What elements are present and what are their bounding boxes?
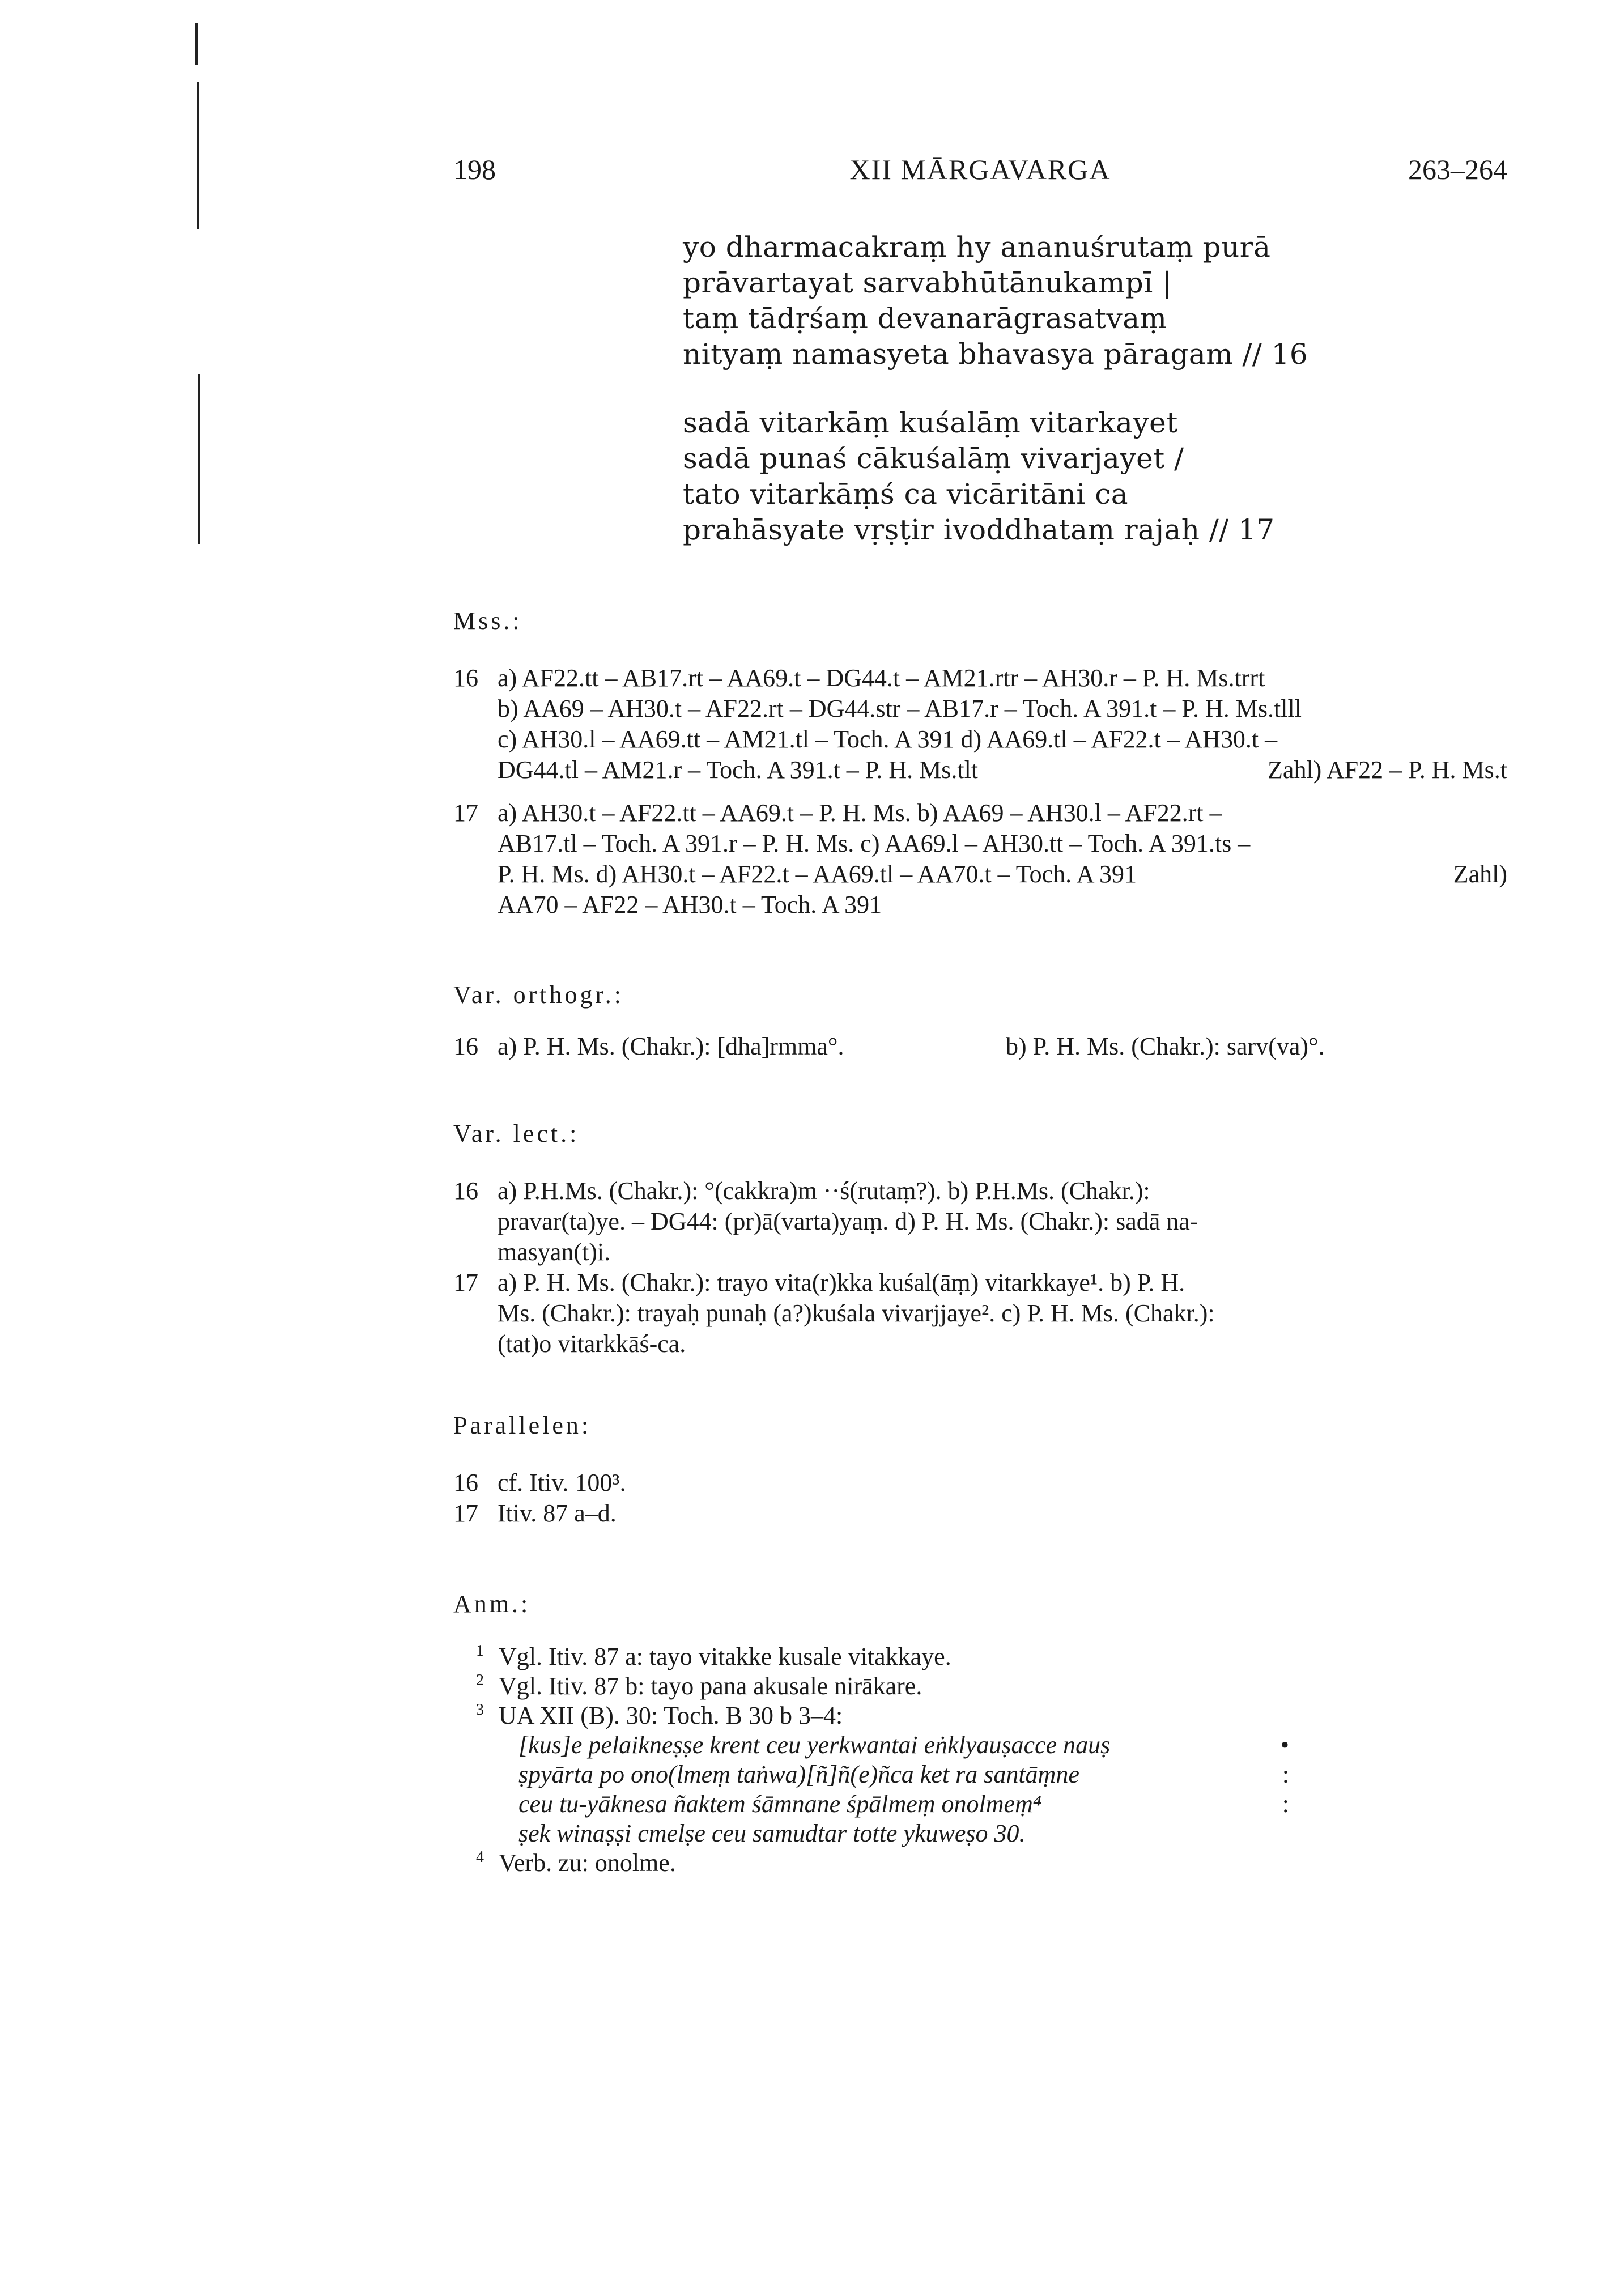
tocharian-line-text: ṣpyārta po ono(lmeṃ taṅwa)[ñ]ñ(e)ñca ket ra santāṃne [518, 1761, 1079, 1788]
tocharian-quote [518, 1730, 1289, 1848]
parallel-text: cf. Itiv. 100³. [498, 1469, 626, 1496]
verse-range: 263–264 [1408, 154, 1507, 185]
footnote-text: Verb. zu: onolme. [499, 1849, 676, 1877]
var-lect-line: a) P.H.Ms. (Chakr.): °(cakkra)m ··ś(rutaṃ?). b) P.H.Ms. (Chakr.): [498, 1177, 1150, 1205]
line-end-mark: : [1282, 1790, 1289, 1818]
var-lect-line: (tat)o vitarkkāś-ca. [498, 1330, 686, 1358]
tocharian-line-text: ṣek winaṣṣi cmelṣe ceu samudtar totte ykuweṣo 30. [518, 1819, 1026, 1847]
verse-line: taṃ tādṛśaṃ devanarāgrasatvaṃ [683, 302, 1167, 335]
var-orthogr-block [453, 1031, 1507, 1062]
footnote-4 [476, 1848, 676, 1878]
verse-17 [683, 405, 1275, 548]
scan-edge-mark [198, 374, 200, 544]
parallel-entry [453, 1498, 1507, 1529]
mss-zahl: Zahl) [1453, 860, 1507, 888]
mss-entry-16 [453, 663, 1507, 785]
mss-zahl: Zahl) AF22 – P. H. Ms.t [1268, 756, 1507, 784]
entry-number: 17 [453, 1269, 478, 1296]
mss-entry-17 [453, 798, 1507, 920]
mss-line: a) AF22.tt – AB17.rt – AA69.t – DG44.t – AM21.rtr – AH30.r – P. H. Ms.trrt [498, 664, 1265, 692]
tocharian-line-text: ceu tu-yāknesa ñaktem śāmnane śpālmeṃ onolmeṃ⁴ [518, 1790, 1042, 1818]
footnote-1 [476, 1642, 951, 1672]
tocharian-line [518, 1760, 1289, 1789]
var-orthogr-entry [453, 1031, 1507, 1062]
var-lect-heading: Var. lect.: [453, 1120, 580, 1147]
footnote-marker: 3 [476, 1701, 484, 1719]
chapter-title: XII MĀRGAVARGA [849, 154, 1111, 185]
mss-line: b) AA69 – AH30.t – AF22.rt – DG44.str – AB17.r – Toch. A 391.t – P. H. Ms.tlll [498, 695, 1302, 722]
verse-line: prahāsyate vṛṣṭir ivoddhataṃ rajaḥ // 17 [683, 513, 1275, 546]
line-end-mark: • [1280, 1731, 1289, 1759]
line-end-mark: : [1282, 1761, 1289, 1788]
footnotes-cont [476, 1848, 676, 1878]
mss-line: a) AH30.t – AF22.tt – AA69.t – P. H. Ms. b) AA69 – AH30.l – AF22.rt – [498, 799, 1222, 827]
entry-number: 17 [453, 799, 478, 827]
verse-line: prāvartayat sarvabhūtānukampī | [683, 266, 1172, 299]
var-orthogr-b: b) P. H. Ms. (Chakr.): sarv(va)°. [1006, 1032, 1325, 1060]
mss-line: c) AH30.l – AA69.tt – AM21.tl – Toch. A 391 d) AA69.tl – AF22.t – AH30.t – [498, 725, 1278, 753]
entry-number: 17 [453, 1499, 478, 1527]
running-header [453, 153, 1507, 198]
tocharian-line-text: [kus]e pelaikneṣṣe krent ceu yerkwantai eṅklyauṣacce nauṣ [518, 1731, 1111, 1759]
footnote-text: UA XII (B). 30: Toch. B 30 b 3–4: [499, 1702, 843, 1729]
var-lect-line: masyan(t)i. [498, 1238, 611, 1266]
var-lect-block [453, 1176, 1507, 1359]
parallel-entry [453, 1468, 1507, 1498]
mss-line-text: DG44.tl – AM21.r – Toch. A 391.t – P. H. Ms.tlt [498, 756, 979, 784]
mss-line-text: P. H. Ms. d) AH30.t – AF22.t – AA69.tl – AA70.t – Toch. A 391 [498, 860, 1137, 888]
entry-number: 16 [453, 1032, 478, 1060]
parallel-text: Itiv. 87 a–d. [498, 1499, 617, 1527]
verse-line: sadā punaś cākuśalāṃ vivarjayet / [683, 442, 1184, 475]
page-number: 198 [453, 154, 496, 185]
footnotes [476, 1642, 951, 1730]
mss-line: AB17.tl – Toch. A 391.r – P. H. Ms. c) AA69.l – AH30.tt – Toch. A 391.ts – [498, 830, 1251, 857]
scan-edge-mark [195, 23, 198, 65]
footnote-marker: 4 [476, 1848, 484, 1866]
entry-number: 16 [453, 1469, 478, 1496]
mss-line [453, 859, 1507, 890]
footnote-2 [476, 1672, 951, 1701]
var-orthogr-a: a) P. H. Ms. (Chakr.): [dha]rmma°. [498, 1032, 844, 1060]
footnote-text: Vgl. Itiv. 87 a: tayo vitakke kusale vitakkaye. [499, 1643, 951, 1670]
verse-line: nityaṃ namasyeta bhavasya pāragam // 16 [683, 338, 1308, 371]
var-lect-entry-16 [453, 1176, 1507, 1268]
verse-16 [683, 229, 1308, 372]
var-lect-entry-17 [453, 1268, 1507, 1359]
verse-line: sadā vitarkāṃ kuśalāṃ vitarkayet [683, 406, 1178, 439]
var-lect-line: Ms. (Chakr.): trayaḥ punaḥ (a?)kuśala vivarjjaye². c) P. H. Ms. (Chakr.): [498, 1299, 1215, 1327]
entry-number: 16 [453, 664, 478, 692]
footnote-marker: 1 [476, 1642, 484, 1660]
footnote-text: Vgl. Itiv. 87 b: tayo pana akusale nirākare. [499, 1672, 922, 1700]
parallelen-block [453, 1468, 1507, 1529]
parallelen-heading: Parallelen: [453, 1411, 592, 1439]
var-lect-line: pravar(ta)ye. – DG44: (pr)ā(varta)yaṃ. d) P. H. Ms. (Chakr.): sadā na- [498, 1207, 1198, 1235]
entry-number: 16 [453, 1177, 478, 1205]
mss-line [453, 755, 1507, 785]
footnote-3 [476, 1701, 951, 1730]
tocharian-line [518, 1789, 1289, 1819]
scan-edge-mark [197, 82, 199, 229]
tocharian-line [518, 1730, 1289, 1760]
mss-line: AA70 – AF22 – AH30.t – Toch. A 391 [498, 891, 882, 919]
tocharian-line [518, 1819, 1289, 1848]
footnote-marker: 2 [476, 1672, 484, 1689]
mss-block [453, 663, 1507, 920]
anm-heading: Anm.: [453, 1590, 531, 1618]
var-orthogr-heading: Var. orthogr.: [453, 981, 624, 1009]
var-lect-line: a) P. H. Ms. (Chakr.): trayo vita(r)kka kuśal(āṃ) vitarkkaye¹. b) P. H. [498, 1269, 1185, 1296]
verse-line: tato vitarkāṃś ca vicāritāni ca [683, 478, 1129, 511]
mss-heading: Mss.: [453, 607, 522, 635]
verse-line: yo dharmacakraṃ hy ananuśrutaṃ purā [683, 231, 1271, 263]
